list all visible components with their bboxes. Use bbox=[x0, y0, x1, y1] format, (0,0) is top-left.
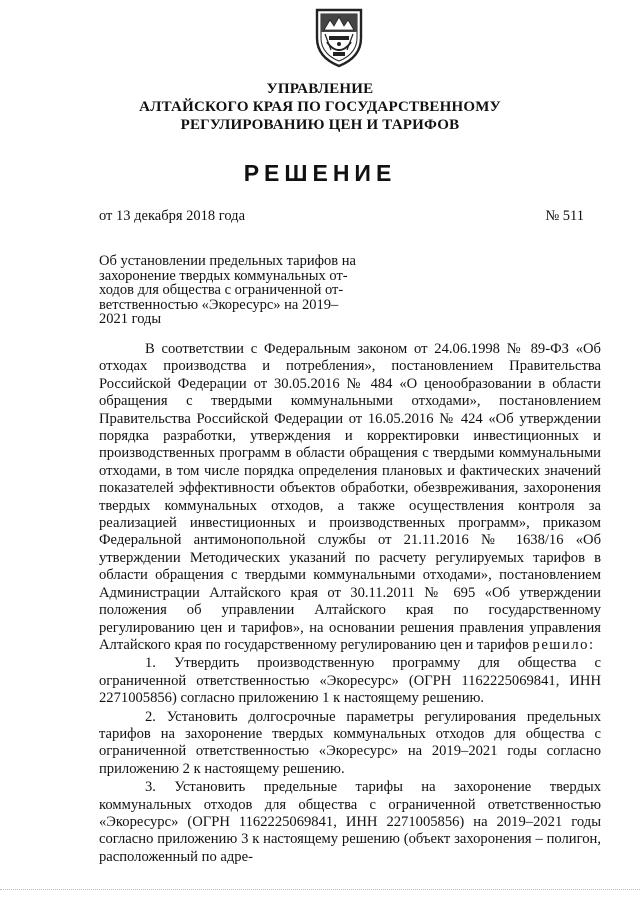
org-line-1: УПРАВЛЕНИЕ bbox=[266, 81, 374, 97]
preamble-paragraph bbox=[99, 341, 601, 654]
subject-line: Об установлении предельных тарифов на bbox=[99, 253, 356, 269]
item-1-paragraph: 1. Утвердить производственную программу для общества с ограниченной ответственностью «Экоресурс» (ОГРН 1162225069841, ИНН 2271005856) согласно приложению 1 к настоящему решению. bbox=[99, 655, 601, 707]
org-line-2: АЛТАЙСКОГО КРАЯ ПО ГОСУДАРСТВЕННОМУ bbox=[139, 99, 501, 115]
page-bottom-edge bbox=[0, 889, 640, 890]
document-number: № 511 bbox=[545, 208, 584, 224]
altai-krai-coat-of-arms bbox=[313, 6, 365, 68]
decided-colon: : bbox=[588, 636, 593, 653]
document-subject bbox=[99, 254, 357, 327]
issuing-authority bbox=[0, 80, 640, 134]
decided-word: решило bbox=[532, 636, 589, 653]
document-body bbox=[99, 341, 601, 866]
subject-line: захоронение твердых коммунальных от- bbox=[99, 267, 348, 284]
item-3-paragraph: 3. Установить предельные тарифы на захоронение твердых коммунальных отходов для общества с ограниченной ответственностью «Экоресурс» (ОГРН 1162225069841, ИНН 2271005856) на 2019–2021 годы согласно приложению 3 к настоящему решению (объект захоронения – полигон, расположенный по адре- bbox=[99, 779, 601, 865]
preamble-text: В соответствии с Федеральным законом от 24.06.1998 № 89-ФЗ «Об отходах производства и потребления», постановлением Правительства Российской Федерации от 30.05.2016 № 484 «О ценообразовании в области обращения с твердыми коммунальными отходами», постановлением Правительства Российской Федерации от 16.05.2016 № 424 «Об утверждении порядка разработки, утверждения и корректировки инвестиционных и производственных программ в области обращения с твердыми коммунальными отходами, в том числе порядка определения плановых и фактических значений показателей эффективности объектов обработки, обезвреживания, захоронения твердых коммунальных отходов, а также осуществления контроля за реализацией инвестиционных и производственных программ», приказом Федеральной антимонопольной службы от 21.11.2016 № 1638/16 «Об утверждении Методических указаний по расчету регулируемых тарифов в области обращения с твердыми коммунальными отходами», постановлением Администрации Алтайского края от 30.11.2011 № 695 «Об утверждении положения об управлении Алтайского края по государственному регулированию цен и тарифов», на основании решения правления управления Алтайского края по государственному регулированию цен и тарифов bbox=[99, 341, 601, 653]
document-date: от 13 декабря 2018 года bbox=[99, 208, 245, 224]
org-line-3: РЕГУЛИРОВАНИЮ ЦЕН И ТАРИФОВ bbox=[180, 117, 460, 133]
subject-line: 2021 годы bbox=[99, 311, 162, 328]
item-2-paragraph: 2. Установить долгосрочные параметры регулирования предельных тарифов на захоронение твердых коммунальных отходов для общества с ограниченной ответственностью «Экоресурс» на 2019–2021 годы согласно приложению 2 к настоящему решению. bbox=[99, 708, 601, 777]
subject-line: ходов для общества с ограниченной от- bbox=[99, 282, 344, 299]
subject-line: ветственностью «Экоресурс» на 2019– bbox=[99, 296, 339, 313]
document-type-title: РЕШЕНИЕ bbox=[243, 160, 397, 186]
